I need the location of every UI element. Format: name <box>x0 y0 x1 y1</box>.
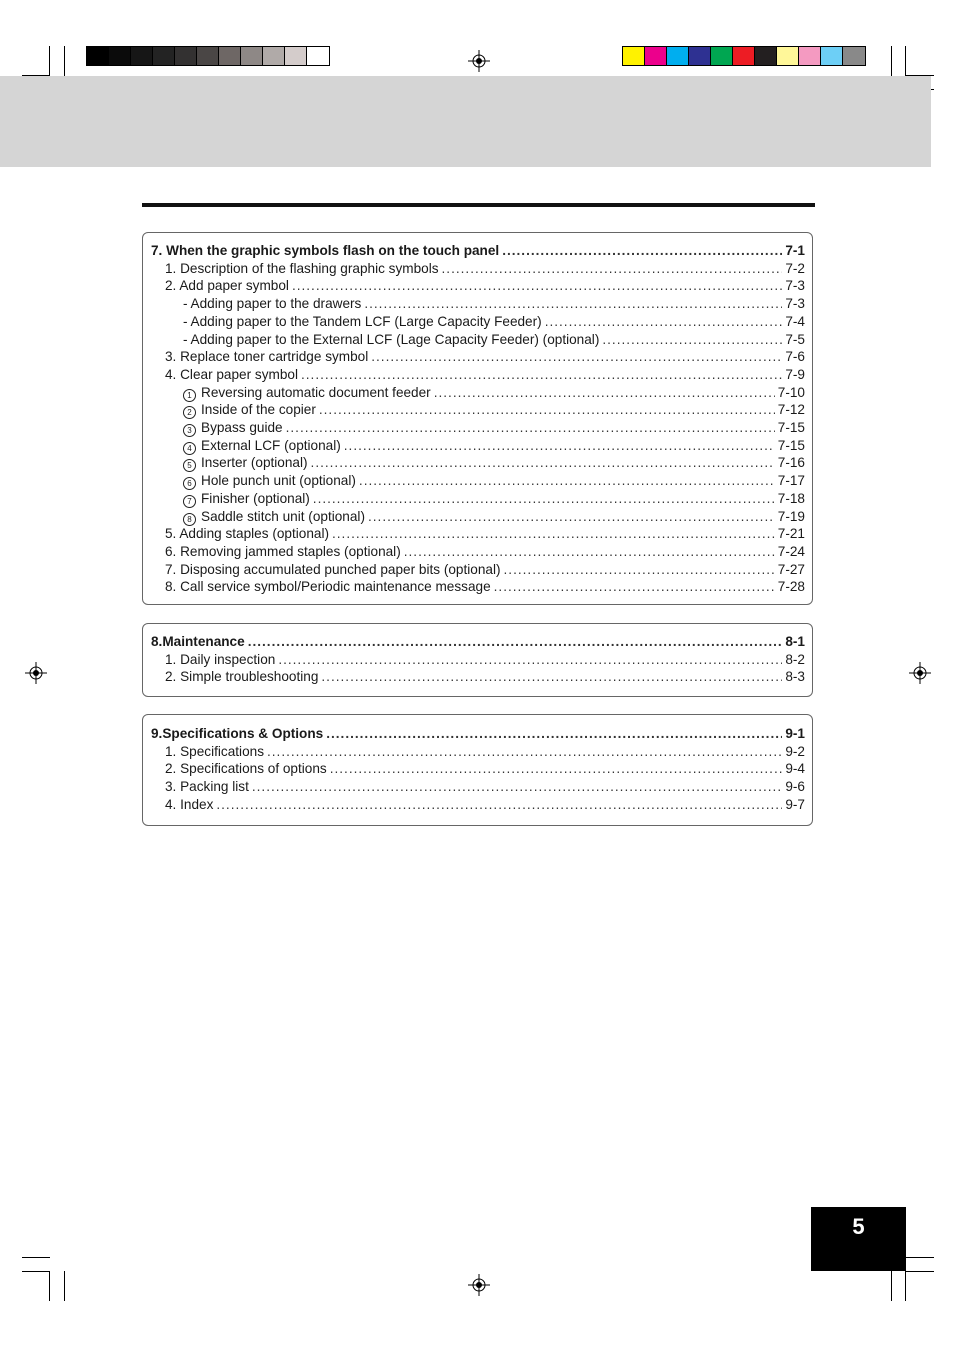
toc-entry-text: 1. Daily inspection <box>165 651 276 667</box>
toc-page-ref: 7-19 <box>777 508 805 524</box>
toc-leader-dots <box>267 743 782 760</box>
gray-swatch <box>153 47 175 65</box>
toc-entry-title <box>165 796 213 813</box>
color-calibration-bar <box>622 46 866 66</box>
toc-entry-text: - Adding paper to the External LCF (Lage Capacity Feeder) (optional) <box>183 331 600 347</box>
toc-leader-dots <box>292 277 782 294</box>
color-swatch <box>799 47 821 65</box>
gray-swatch <box>197 47 219 65</box>
toc-entry-title <box>183 437 341 454</box>
toc-entry <box>183 508 805 525</box>
toc-page-ref: 8-2 <box>785 651 805 667</box>
toc-entry-title <box>151 242 499 259</box>
toc-entry-text: Hole punch unit (optional) <box>201 473 356 489</box>
toc-leader-dots <box>434 384 775 401</box>
toc-entry-text: 3. Packing list <box>165 779 249 795</box>
toc-entry-text: 9.Specifications & Options <box>151 726 324 741</box>
toc-page-ref: 7-3 <box>785 278 805 294</box>
toc-entry-title <box>165 760 327 777</box>
toc-entry-title <box>183 295 361 312</box>
toc-page-ref: 8-3 <box>785 669 805 685</box>
gray-swatch <box>131 47 153 65</box>
gray-swatch <box>241 47 263 65</box>
color-swatch <box>667 47 689 65</box>
toc-entry-title <box>165 543 401 560</box>
toc-page-ref: 7-18 <box>777 490 805 506</box>
toc-entry <box>183 437 805 454</box>
toc-entry-text: 6. Removing jammed staples (optional) <box>165 543 401 559</box>
toc-entry <box>183 313 805 330</box>
page-number-tab <box>811 1207 906 1271</box>
grayscale-calibration-bar <box>86 46 330 66</box>
toc-leader-dots <box>311 454 775 471</box>
gray-swatch <box>109 47 131 65</box>
gray-swatch <box>307 47 329 65</box>
color-swatch <box>821 47 843 65</box>
toc-entry <box>165 760 805 777</box>
toc-entry <box>183 384 805 401</box>
toc-leader-dots <box>494 578 775 595</box>
toc-entry-title <box>183 454 308 471</box>
toc-leader-dots <box>216 796 782 813</box>
toc-page-ref: 7-5 <box>785 331 805 347</box>
toc-entry-text: 2. Simple troubleshooting <box>165 669 319 685</box>
toc-entry <box>165 260 805 277</box>
registration-mark-left-icon <box>25 662 47 684</box>
toc-page-ref: 7-27 <box>777 561 805 577</box>
toc-entry-title <box>165 651 275 668</box>
toc-entry-title <box>151 633 245 650</box>
color-swatch <box>711 47 733 65</box>
gray-swatch <box>87 47 109 65</box>
circled-number-icon: 1 <box>183 389 196 402</box>
toc-leader-dots <box>364 295 782 312</box>
toc-entry-title <box>151 725 323 742</box>
toc-entry-title <box>183 472 356 489</box>
toc-section-7 <box>142 232 813 605</box>
toc-entry <box>165 525 805 542</box>
toc-page-ref: 9-2 <box>785 743 805 759</box>
toc-entry <box>183 490 805 507</box>
toc-page-ref: 7-10 <box>777 384 805 400</box>
toc-leader-dots <box>252 778 782 795</box>
toc-leader-dots <box>313 490 775 507</box>
header-band <box>0 76 931 167</box>
toc-page-ref: 7-12 <box>777 402 805 418</box>
toc-leader-dots <box>326 725 782 742</box>
color-swatch <box>623 47 645 65</box>
toc-entry <box>183 401 805 418</box>
toc-entry-text: 8. Call service symbol/Periodic maintenance message <box>165 579 491 595</box>
toc-leader-dots <box>359 472 775 489</box>
toc-entry-title <box>183 508 365 525</box>
toc-page-ref: 7-21 <box>777 526 805 542</box>
toc-page-ref: 7-17 <box>777 473 805 489</box>
registration-mark-right-icon <box>909 662 931 684</box>
color-swatch <box>843 47 865 65</box>
gray-swatch <box>263 47 285 65</box>
toc-entry <box>165 778 805 795</box>
toc-entry-text: 5. Adding staples (optional) <box>165 526 329 542</box>
toc-leader-dots <box>504 561 775 578</box>
toc-leader-dots <box>248 633 783 650</box>
circled-number-icon: 2 <box>183 406 196 419</box>
toc-leader-dots <box>368 508 775 525</box>
toc-entry-text: - Adding paper to the Tandem LCF (Large Capacity Feeder) <box>183 313 542 329</box>
toc-entry-title <box>183 313 542 330</box>
page-number: 5 <box>852 1214 865 1239</box>
toc-entry-title <box>165 668 318 685</box>
toc-entry-title <box>165 348 368 365</box>
registration-mark-top-icon <box>468 50 490 72</box>
color-swatch <box>645 47 667 65</box>
toc-chapter-heading <box>151 633 805 650</box>
toc-entry <box>165 277 805 294</box>
toc-entry-title <box>165 578 491 595</box>
circled-number-icon: 6 <box>183 477 196 490</box>
toc-entry <box>165 668 805 685</box>
toc-leader-dots <box>344 437 775 454</box>
toc-page-ref: 7-16 <box>777 455 805 471</box>
toc-entry-text: Bypass guide <box>201 420 283 435</box>
toc-chapter-heading <box>151 242 805 259</box>
toc-page-ref: 7-28 <box>777 579 805 595</box>
toc-leader-dots <box>278 651 782 668</box>
toc-entry-text: Inserter (optional) <box>201 455 308 471</box>
toc-entry-title <box>165 561 501 578</box>
gray-swatch <box>219 47 241 65</box>
toc-page-ref: 7-2 <box>785 260 805 276</box>
toc-page-ref: 9-7 <box>785 796 805 812</box>
toc-leader-dots <box>442 260 783 277</box>
toc-entry-text: 7. When the graphic symbols flash on the touch panel <box>151 243 500 258</box>
toc-entry-text: 1. Specifications <box>165 743 264 759</box>
toc-entry-title <box>183 384 431 401</box>
color-swatch <box>777 47 799 65</box>
toc-entry-title <box>183 490 310 507</box>
toc-entry <box>183 472 805 489</box>
toc-entry-title <box>165 778 249 795</box>
toc-leader-dots <box>502 242 782 259</box>
circled-number-icon: 8 <box>183 513 196 526</box>
toc-leader-dots <box>404 543 775 560</box>
header-rule <box>142 203 815 207</box>
toc-section-8 <box>142 623 813 697</box>
toc-page-ref: 7-1 <box>785 243 805 258</box>
toc-page-ref: 7-4 <box>785 313 805 329</box>
color-swatch <box>733 47 755 65</box>
toc-entry <box>165 578 805 595</box>
toc-leader-dots <box>286 419 775 436</box>
toc-entry <box>165 651 805 668</box>
toc-leader-dots <box>301 366 782 383</box>
toc-entry <box>183 295 805 312</box>
toc-leader-dots <box>330 760 783 777</box>
toc-page-ref: 7-24 <box>777 543 805 559</box>
toc-entry <box>183 419 805 436</box>
toc-leader-dots <box>332 525 775 542</box>
toc-entry <box>165 348 805 365</box>
toc-entry-text: 1. Description of the flashing graphic symbols <box>165 260 439 276</box>
toc-leader-dots <box>321 668 782 685</box>
toc-entry-text: 8.Maintenance <box>151 634 245 649</box>
toc-entry-text: 4. Index <box>165 796 214 812</box>
toc-entry-text: 4. Clear paper symbol <box>165 366 298 382</box>
circled-number-icon: 3 <box>183 424 196 437</box>
toc-entry <box>183 331 805 348</box>
toc-entry-title <box>183 331 599 348</box>
toc-page-ref: 7-15 <box>777 437 805 453</box>
gray-swatch <box>175 47 197 65</box>
toc-entry <box>165 743 805 760</box>
toc-entry <box>165 561 805 578</box>
toc-page-ref: 7-6 <box>785 349 805 365</box>
gray-swatch <box>285 47 307 65</box>
toc-entry <box>165 796 805 813</box>
toc-page-ref: 7-15 <box>777 420 805 435</box>
toc-page-ref: 9-4 <box>785 761 805 777</box>
toc-entry-text: Saddle stitch unit (optional) <box>201 508 365 524</box>
toc-leader-dots <box>602 331 782 348</box>
toc-entry-text: Inside of the copier <box>201 402 316 418</box>
toc-page-ref: 7-9 <box>785 366 805 382</box>
toc-page-ref: 9-1 <box>785 726 805 741</box>
toc-entry-text: 7. Disposing accumulated punched paper bits (optional) <box>165 561 501 577</box>
toc-entry-text: 3. Replace toner cartridge symbol <box>165 349 369 365</box>
toc-leader-dots <box>319 401 775 418</box>
toc-page-ref: 9-6 <box>785 779 805 795</box>
toc-entry-title <box>183 401 316 418</box>
toc-entry <box>165 543 805 560</box>
toc-entry-title <box>165 525 329 542</box>
toc-entry-title <box>183 419 283 436</box>
toc-entry-title <box>165 260 439 277</box>
toc-entry-text: Reversing automatic document feeder <box>201 384 431 400</box>
toc-entry <box>165 366 805 383</box>
toc-entry-title <box>165 743 264 760</box>
toc-entry-text: External LCF (optional) <box>201 437 341 453</box>
toc-entry-text: - Adding paper to the drawers <box>183 296 362 312</box>
toc-entry-title <box>165 366 298 383</box>
toc-leader-dots <box>371 348 782 365</box>
circled-number-icon: 5 <box>183 459 196 472</box>
toc-entry-text: Finisher (optional) <box>201 490 310 506</box>
toc-entry-title <box>165 277 289 294</box>
toc-chapter-heading <box>151 725 805 742</box>
circled-number-icon: 4 <box>183 442 196 455</box>
toc-page-ref: 8-1 <box>785 634 805 649</box>
toc-entry-text: 2. Specifications of options <box>165 761 327 777</box>
toc-leader-dots <box>545 313 783 330</box>
toc-entry <box>183 454 805 471</box>
toc-entry-text: 2. Add paper symbol <box>165 278 289 294</box>
color-swatch <box>689 47 711 65</box>
color-swatch <box>755 47 777 65</box>
circled-number-icon: 7 <box>183 495 196 508</box>
toc-page-ref: 7-3 <box>785 296 805 312</box>
toc-section-9 <box>142 714 813 826</box>
registration-mark-bottom-icon <box>468 1274 490 1296</box>
